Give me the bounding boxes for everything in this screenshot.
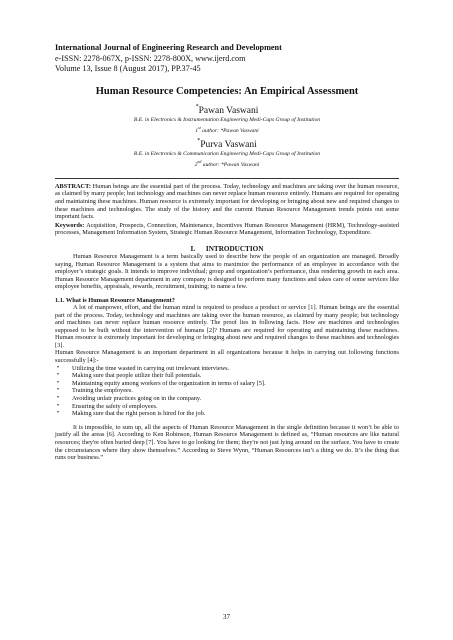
bullet-icon: • [57,379,60,386]
section-divider [55,178,399,179]
list-item: • Training the employees. [57,387,133,395]
keywords-label: Keywords: [55,221,85,229]
body-paragraph: A lot of manpower, effort, and the human mind is required to produce a product or service [1]. Human beings are the essential part of the process. Today, technology and machines are taking over the human resource, as claimed by many people; but technology and machines can never replace human resource entirely. The proof lies in following facts. How are machines and technologies supposed to be built without the intervention of humans [2]? Humans are required for operating and maintaining these machines. Human resource is extremely important for developing or bringing about new and required changes to these machines and technologies [3]. [55,303,399,349]
journal-volume: Volume 13, Issue 8 (August 2017), PP.37-45 [55,64,201,74]
bullet-icon: • [57,402,60,409]
author-affiliation: B.E. in Electronics & Instrumentation Engineering Medi-Caps Group of Institution [133,116,321,123]
paper-title: Human Resource Competencies: An Empirical Assessment [95,85,359,97]
list-item: • Making sure that the right person is hired for the job. [57,410,206,418]
bullet-icon: • [57,372,60,379]
list-item: • Maintaining equity among workers of the organization in terms of salary [5]. [57,379,266,387]
author-role: 1st author: *Pawan Vaswani [195,124,259,134]
page-content [55,43,399,462]
subsection-heading: 1.1. What is Human Resource Management? [55,296,175,304]
keywords-text: Acquisition, Prospects, Connection, Maintenance, Incentives Human Resource Management (HRM), Technology-assisted processes, Management Information System, Strategic Human Resource Management, Information Technology, Expenditure. [55,221,399,237]
function-list [55,365,399,418]
bullet-icon: • [57,410,60,417]
intro-paragraph: Human Resource Management is a term basically used to describe how the people of an organization are managed. Broadly saying, Human Resource Management is a system that aims to maximize the performance of an employee in accordance with the employer’s strategic goals. It intends to improve individual; group and organization’s performance, thus rendering growth in each area. Human Resource Management department in any company is designed to perform many functions and takes care of some services like employee benefits, appraisals, rewards, recruitment, training; to name a few. [55,252,399,291]
author-marker: * [195,103,199,110]
abstract-text: Human beings are the essential part of the process. Today, technology and machines are taking over the human resource, as claimed by many people; but technology and machines can never replace human resource entirely. Humans are required for operating and maintaining these machines. Human resource is extremely important for developing or bringing about new and required changes to these machines and technologies. The study of the history and the current Human Resource Management trends points out some important facts. [55,182,399,221]
journal-name: International Journal of Engineering Research and Development [55,43,282,52]
bullet-icon: • [57,387,60,394]
list-item: • Avoiding unfair practices going on in the company. [57,395,202,403]
keywords [55,222,399,237]
author-role: 2nd author: *Pawan Vaswani [194,158,260,168]
author-name-text: Pawan Vaswani [198,105,259,116]
closing-paragraph: It is impossible, to sum up, all the aspects of Human Resource Management in the single definition because it won’t be able to justify all the areas [6]. According to Ken Robinson, Human Resource Management is defined as, “Human resources are like natural resources; they're often buried deep [7]. You have to go looking for them; they're not just lying around on the surface. You have to create the circumstances where they show themselves.” According to Steve Wynn, “Human Resources isn’t a thing we do. It’s the thing that runs our business.” [55,423,399,462]
body-paragraph: Human Resource Management is an important department in all organizations because it helps in carrying out following functions successfully [4]:- [55,349,399,365]
list-item: • Utilizing the time wasted in carrying out irrelevant interviews. [57,364,230,372]
author-name [55,102,399,117]
author-1 [55,102,399,135]
bullet-icon: • [57,364,60,371]
journal-header [55,43,399,75]
list-item: • Ensuring the safety of employees. [57,402,158,410]
journal-issn: e-ISSN: 2278-067X, p-ISSN: 2278-800X, www.ijerd.com [55,53,246,63]
section-heading: I. INTRODUCTION [190,244,264,253]
abstract-label: ABSTRACT: [55,182,91,190]
abstract [55,183,399,221]
author-name [55,136,399,151]
bullet-icon: • [57,395,60,402]
list-item: • Making sure that people utilize their full potentials. [57,372,202,380]
author-marker: * [197,137,201,144]
page-number: 37 [223,613,230,621]
author-affiliation: B.E. in Electronics & Communication Engineering Medi-Caps Group of Institution [133,150,321,157]
author-2 [55,136,399,169]
author-name-text: Purva Vaswani [200,139,257,150]
